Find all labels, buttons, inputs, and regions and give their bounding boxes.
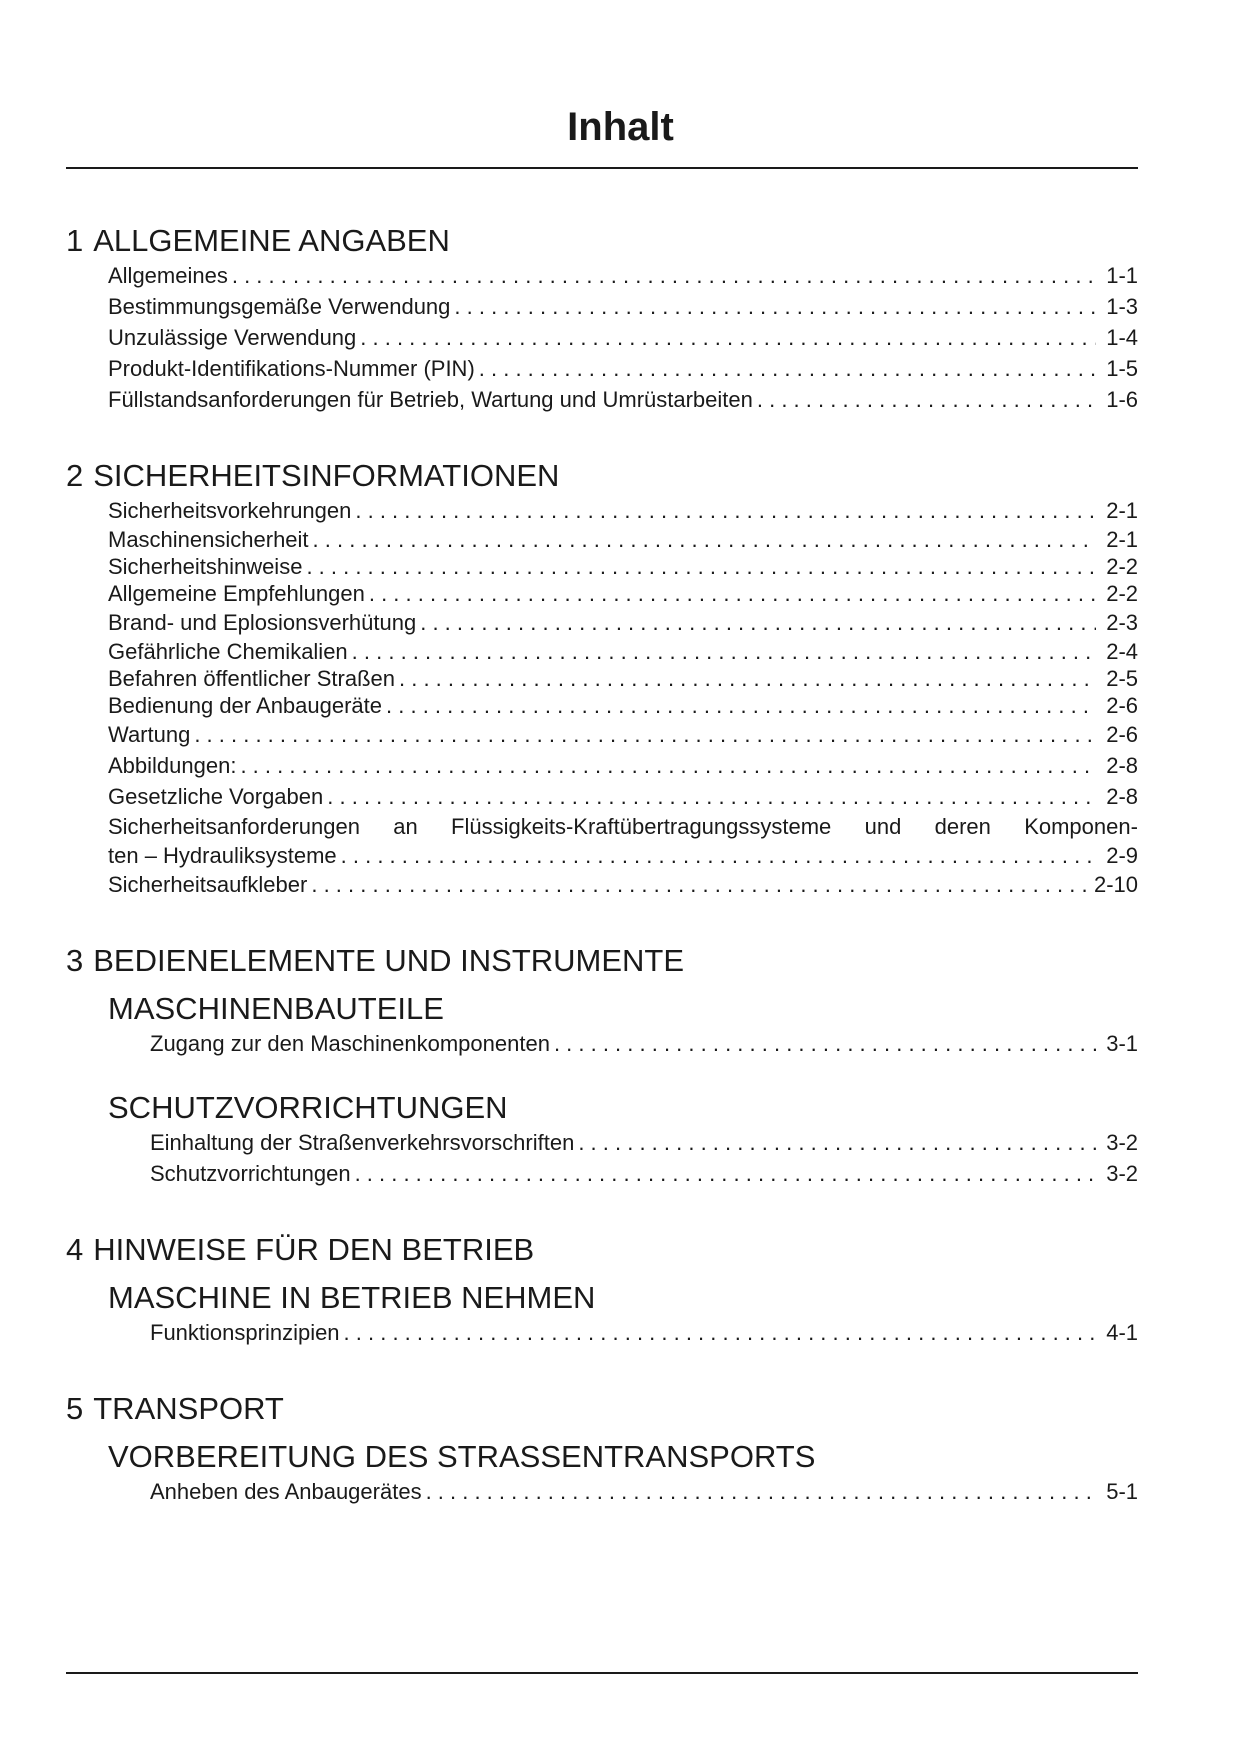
section-heading[interactable]: MASCHINE IN BETRIEB NEHMEN [108, 1280, 596, 1315]
toc-entry[interactable] [108, 638, 1138, 665]
dot-leader [341, 842, 1096, 869]
chapter-title: HINWEISE FÜR DEN BETRIEB [93, 1232, 535, 1267]
toc-entry[interactable] [108, 869, 1138, 900]
entry-title: Bestimmungsgemäße Verwendung [108, 294, 451, 319]
dot-leader [426, 1476, 1096, 1507]
entry-page: 5-1 [1106, 1479, 1138, 1504]
entry-page: 2-2 [1106, 554, 1138, 579]
entry-title: Schutzvorrichtungen [150, 1161, 351, 1186]
entry-title: Maschinensicherheit [108, 527, 309, 552]
chapter-5-heading[interactable] [66, 1390, 1138, 1428]
entry-title: Brand- und Eplosionsverhütung [108, 610, 417, 635]
toc-entry[interactable] [108, 260, 1138, 291]
entry-page: 2-5 [1106, 666, 1138, 691]
toc-entry[interactable] [108, 291, 1138, 322]
dot-leader [369, 580, 1096, 607]
dot-leader [454, 291, 1096, 322]
chapter-number: 5 [66, 1391, 84, 1426]
dot-leader [311, 869, 1088, 900]
toc-entry[interactable] [108, 553, 1138, 580]
dot-leader [360, 322, 1096, 353]
chapter-number: 1 [66, 223, 84, 258]
entry-title: Zugang zur den Maschinenkomponenten [150, 1031, 550, 1056]
entry-title: Sicherheitsaufkleber [108, 872, 308, 897]
entry-title: Füllstandsanforderungen für Betrieb, Wartung und Umrüstarbeiten [108, 387, 753, 412]
entry-page: 1-3 [1106, 294, 1138, 319]
dot-leader [327, 781, 1096, 812]
dot-leader [240, 750, 1096, 781]
entry-word: deren [934, 814, 991, 839]
entry-title: Funktionsprinzipien [150, 1320, 340, 1345]
chapter-title: TRANSPORT [93, 1391, 284, 1426]
dot-leader [399, 665, 1096, 692]
chapter-title: SICHERHEITSINFORMATIONEN [93, 458, 560, 493]
entry-title-line-1 [108, 812, 1138, 842]
entry-page: 3-2 [1106, 1130, 1138, 1155]
entry-title: Anheben des Anbaugerätes [150, 1479, 422, 1504]
entry-title: Allgemeines [108, 263, 228, 288]
entry-title: Sicherheitsvorkehrungen [108, 498, 352, 523]
toc-entry[interactable] [108, 580, 1138, 607]
toc-entry[interactable] [150, 1127, 1138, 1158]
entry-page: 3-2 [1106, 1161, 1138, 1186]
entry-page: 1-6 [1106, 387, 1138, 412]
entry-word: Komponen- [1024, 814, 1138, 839]
chapter-number: 2 [66, 458, 84, 493]
chapter-title: BEDIENELEMENTE UND INSTRUMENTE [93, 943, 685, 978]
toc-entry[interactable] [108, 665, 1138, 692]
page-title: Inhalt [567, 105, 674, 149]
section-heading[interactable]: VORBEREITUNG DES STRASSENTRANSPORTS [108, 1439, 816, 1474]
entry-title-line-2 [108, 842, 1138, 869]
entry-page: 1-5 [1106, 356, 1138, 381]
chapter-number: 3 [66, 943, 84, 978]
entry-word: an [393, 814, 418, 839]
toc-entry[interactable] [108, 750, 1138, 781]
toc-entry[interactable] [150, 1476, 1138, 1507]
dot-leader [578, 1127, 1096, 1158]
dot-leader [479, 353, 1096, 384]
entry-page: 2-1 [1106, 527, 1138, 552]
section-heading[interactable]: MASCHINENBAUTEILE [108, 991, 444, 1026]
entry-page: 4-1 [1106, 1320, 1138, 1345]
toc-entry[interactable] [108, 781, 1138, 812]
chapter-1-heading[interactable] [66, 222, 1138, 260]
table-of-contents [66, 222, 1138, 1549]
chapter-3 [66, 942, 1138, 1189]
top-divider [66, 167, 1138, 169]
dot-leader [352, 638, 1096, 665]
entry-page: 2-10 [1093, 872, 1138, 897]
toc-entry-multiline[interactable] [108, 812, 1138, 869]
toc-entry[interactable] [108, 384, 1138, 415]
chapter-2 [66, 457, 1138, 900]
chapter-4-heading[interactable] [66, 1231, 1138, 1269]
entry-page: 3-1 [1106, 1031, 1138, 1056]
chapter-5 [66, 1390, 1138, 1507]
entry-title: Wartung [108, 722, 191, 747]
entry-page: 2-6 [1106, 693, 1138, 718]
dot-leader [420, 607, 1096, 638]
entry-page: 1-1 [1106, 263, 1138, 288]
dot-leader [306, 553, 1096, 580]
dot-leader [313, 526, 1096, 553]
chapter-3-heading[interactable] [66, 942, 1138, 980]
entry-page: 2-8 [1106, 753, 1138, 778]
toc-entry[interactable] [108, 719, 1138, 750]
entry-title: Gefährliche Chemikalien [108, 639, 348, 664]
entry-word: Sicherheitsanforderungen [108, 814, 360, 839]
section-heading[interactable]: SCHUTZVORRICHTUNGEN [108, 1090, 508, 1125]
dot-leader [554, 1028, 1096, 1059]
entry-page: 2-6 [1106, 722, 1138, 747]
entry-page: 2-2 [1106, 581, 1138, 606]
entry-page: 2-8 [1106, 784, 1138, 809]
entry-page: 2-1 [1106, 498, 1138, 523]
toc-entry[interactable] [150, 1158, 1138, 1189]
toc-entry[interactable] [150, 1317, 1138, 1348]
chapter-number: 4 [66, 1232, 84, 1267]
dot-leader [344, 1317, 1096, 1348]
entry-word: Flüssigkeits-Kraftübertragungssysteme [451, 814, 832, 839]
toc-entry[interactable] [108, 526, 1138, 553]
entry-title: Bedienung der Anbaugeräte [108, 693, 383, 718]
chapter-2-heading[interactable] [66, 457, 1138, 495]
entry-title: Sicherheitshinweise [108, 554, 303, 579]
toc-entry[interactable] [108, 495, 1138, 526]
toc-entry[interactable] [150, 1028, 1138, 1059]
chapter-title: ALLGEMEINE ANGABEN [93, 223, 450, 258]
bottom-divider [66, 1672, 1138, 1674]
toc-entry[interactable] [108, 607, 1138, 638]
entry-title: ten – Hydrauliksysteme [108, 843, 337, 868]
entry-page: 2-4 [1106, 639, 1138, 664]
entry-title: Unzulässige Verwendung [108, 325, 357, 350]
entry-page: 2-9 [1106, 843, 1138, 868]
dot-leader [355, 495, 1096, 526]
dot-leader [194, 719, 1096, 750]
entry-page: 2-3 [1106, 610, 1138, 635]
entry-title: Befahren öffentlicher Straßen [108, 666, 395, 691]
chapter-1 [66, 222, 1138, 415]
entry-title: Produkt-Identifikations-Nummer (PIN) [108, 356, 475, 381]
dot-leader [757, 384, 1096, 415]
dot-leader [386, 692, 1096, 719]
toc-entry[interactable] [108, 322, 1138, 353]
toc-entry[interactable] [108, 353, 1138, 384]
chapter-4 [66, 1231, 1138, 1348]
dot-leader [232, 260, 1096, 291]
entry-title: Gesetzliche Vorgaben [108, 784, 324, 809]
toc-entry[interactable] [108, 692, 1138, 719]
entry-page: 1-4 [1106, 325, 1138, 350]
entry-word: und [864, 814, 902, 839]
entry-title: Einhaltung der Straßenverkehrsvorschriften [150, 1130, 575, 1155]
entry-title: Abbildungen: [108, 753, 237, 778]
dot-leader [355, 1158, 1096, 1189]
entry-title: Allgemeine Empfehlungen [108, 581, 365, 606]
